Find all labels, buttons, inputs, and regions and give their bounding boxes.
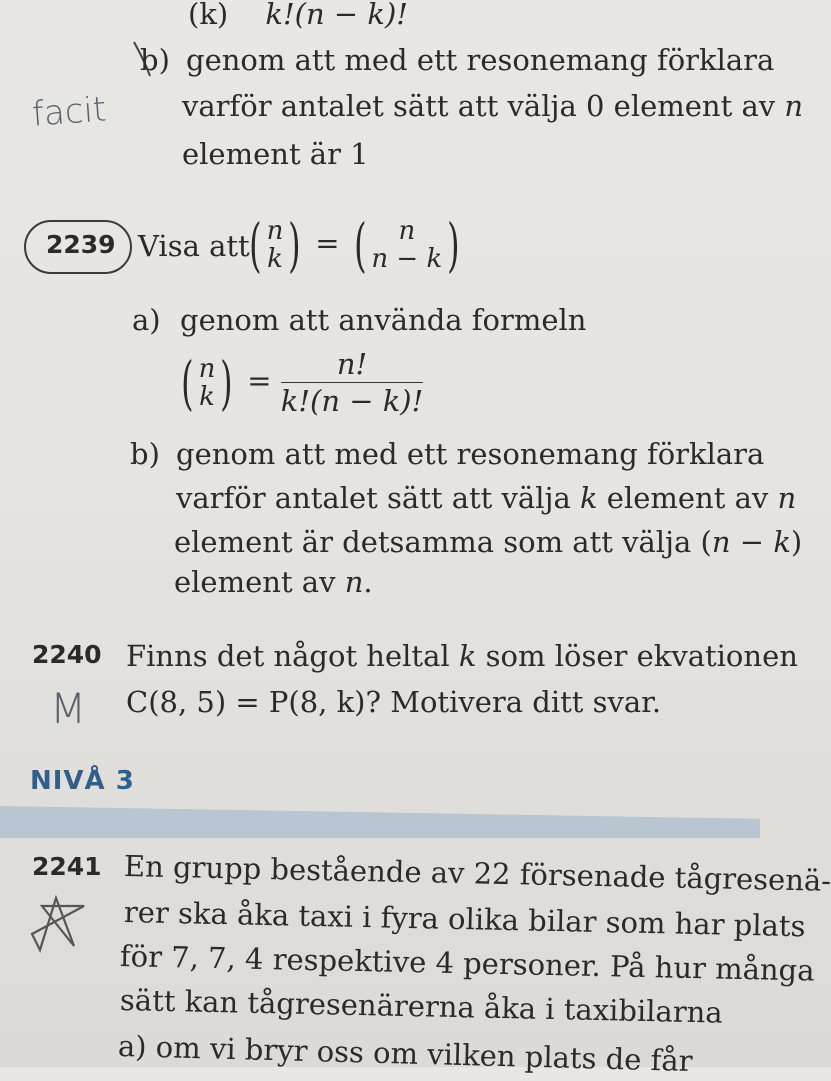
prev-b-label: b) [140,43,170,77]
prev-b-line3: element är 1 [182,137,369,171]
b-line3-var-n: n [711,525,731,559]
formula-equals: = [247,363,272,398]
exercise-2239-b-line1: genom att med ett resonemang förklara [176,437,765,471]
exercise-2241-line4: sätt kan tågresenärerna åka i taxibilarna [119,983,723,1030]
binom-right [371,217,442,273]
b-line4-part1: element av [174,565,345,599]
exercise-2239-identity [244,211,465,282]
2240-line1-part1: Finns det något heltal [126,639,459,673]
exercise-2239-formula [176,346,423,419]
paren-right-icon: ) [447,211,460,279]
section-title: NIVÅ 3 [30,766,135,796]
b-line2-part1: varför antalet sätt att välja [176,481,580,515]
exercise-2239-b-line4 [174,562,373,602]
exercise-2239-intro: Visa att [138,229,250,263]
b-line4-var-n: n [344,565,364,599]
exercise-2239-b-label: b) [130,437,160,471]
binom-left [267,217,284,273]
exercise-2239-number: 2239 [46,230,116,259]
b-line3-var-k: k [773,525,791,559]
exercise-2239-b-line2 [176,478,796,518]
handwritten-facit: facit [30,89,108,135]
star-icon [22,894,94,954]
paren-left-icon: ( [353,211,367,279]
paren-right-icon: ) [288,211,301,279]
section-band [0,806,760,838]
paren-left-icon: ( [181,348,194,417]
exercise-2239-b-line3 [174,522,802,562]
b-line3-close: ) [790,525,803,559]
formula-denominator: k!(n − k)! [280,384,424,418]
formula-binom [199,355,216,411]
exercise-2240-number: 2240 [32,640,102,669]
exercise-2241-line2: rer ska åka taxi i fyra olika bilar som har plats [123,895,806,944]
2240-var-k: k [458,639,477,673]
handwritten-m-mark: M [50,684,87,733]
exercise-2239-a-label: a) [132,303,161,337]
prev-b-line1: genom att med ett resonemang förklara [186,43,775,77]
prev-b-line2 [182,86,803,126]
formula-numerator: n! [281,346,424,383]
exercise-2240-line2: C(8, 5) = P(8, k)? Motivera ditt svar. [126,685,662,719]
formula-binom-bottom: k [199,381,215,412]
exercise-2241-number: 2241 [32,852,102,881]
binom-left-bottom: k [267,244,283,274]
b-line3-minus: − [730,525,774,559]
exercise-2240-line1 [126,636,798,676]
2241-a-text: om vi bryr oss om vilken plats de får [155,1029,693,1079]
binom-right-top: n [398,216,416,246]
b-line2-var-k: k [580,481,598,515]
b-line2-part2: element av [597,481,778,515]
top-fragment-formula: k!(n − k)! [265,0,408,31]
identity-equals: = [315,226,340,260]
top-fragment [188,0,408,34]
2240-line1-part2: som löser ekvationen [476,639,798,673]
exercise-2239-a-text: genom att använda formeln [180,303,587,337]
formula-fraction [281,346,424,419]
b-line3-part1: element är detsamma som att välja ( [174,525,712,559]
exercise-2241-line3: för 7, 7, 4 respektive 4 personer. På hur många [119,939,815,988]
prev-b-line2-text: varför antalet sätt att välja 0 element av [182,89,776,123]
top-fragment-paren: (k) [188,0,229,31]
b-line2-var-n: n [777,481,797,515]
b-line4-period: . [363,565,373,599]
formula-binom-top: n [198,353,216,384]
binom-right-bottom: n − k [371,244,443,274]
exercise-2241-a [117,1026,693,1081]
exercise-2241-line1: En grupp bestående av 22 försenade tågresenä- [123,849,831,898]
binom-left-top: n [266,216,284,246]
paren-left-icon: ( [249,211,262,279]
paren-right-icon: ) [220,348,233,417]
2241-a-label: a) [117,1029,148,1064]
handwritten-star [22,894,94,954]
prev-b-var-n: n [784,89,804,123]
